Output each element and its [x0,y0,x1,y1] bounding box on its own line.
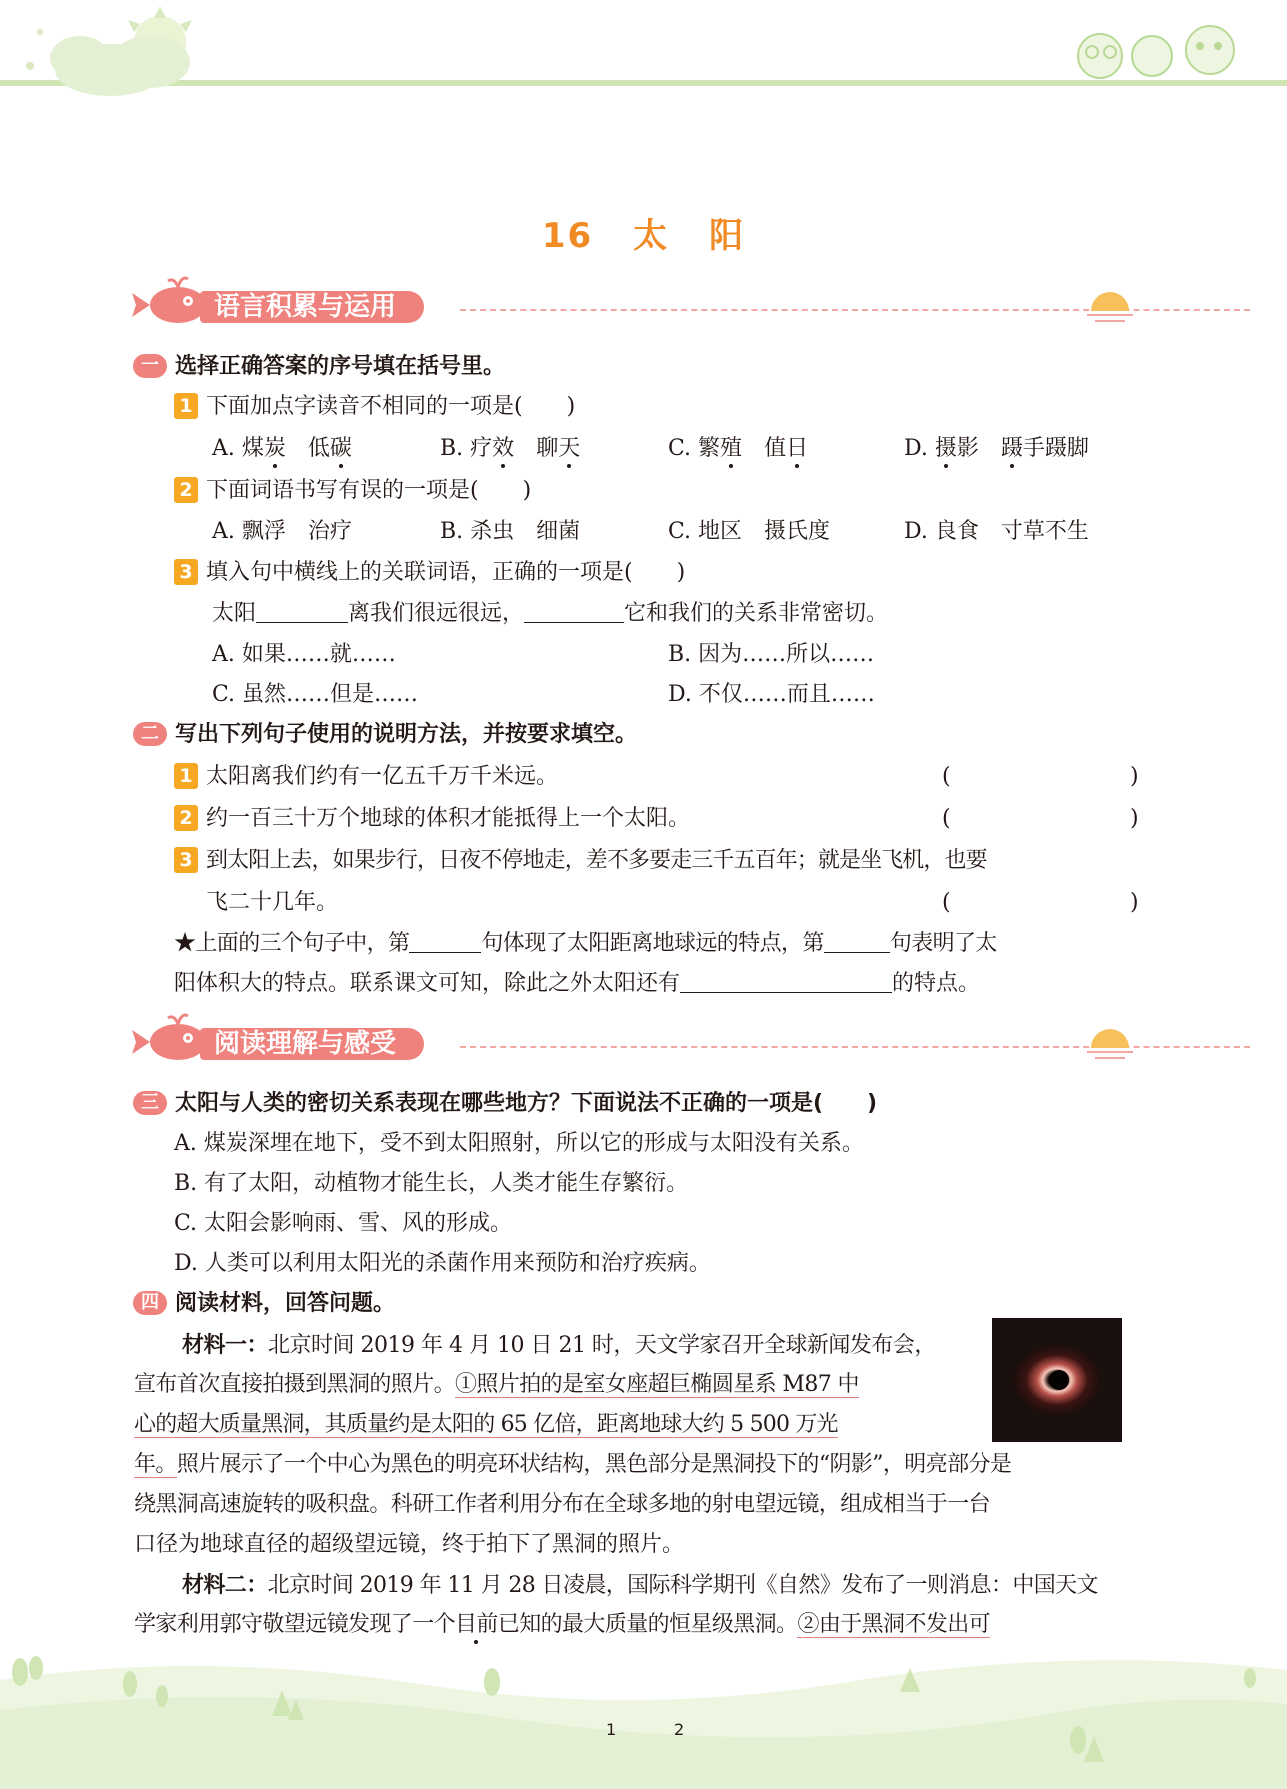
question-3-heading: 三 太阳与人类的密切关系表现在哪些地方？下面说法不正确的一项是( ) [133,1089,877,1119]
item-number: 1 [174,763,198,789]
lesson-title: 16 太 阳 [541,216,746,256]
item-number: 3 [174,847,198,873]
section-title-2: 阅读理解与感受 [200,1028,424,1060]
q1-item-2: 2 下面词语书写有误的一项是( ) [174,476,531,506]
animal-faces-icon [1078,26,1234,78]
answer-paren-right: ) [1130,890,1139,915]
material-1-line-5: 绕黑洞高速旋转的吸积盘。科研工作者利用分布在全球多地的射电望远镜，组成相当于一台 [134,1492,991,1517]
sunset-icon [1085,1022,1135,1062]
fill-blank[interactable] [256,600,348,623]
q3-option-d[interactable]: D. 人类可以利用太阳光的杀菌作用来预防和治疗疾病。 [174,1251,711,1276]
option-c[interactable]: C. 虽然……但是…… [212,682,419,707]
section-banner-1 [130,287,1150,327]
material-1-line-3: 心的超大质量黑洞，其质量约是太阳的 65 亿倍，距离地球大约 5 500 万光 [134,1412,838,1437]
q1-item-3: 3 填入句中横线上的关联词语，正确的一项是( ) [174,558,685,588]
answer-paren-left: ( [942,764,951,789]
material-1-line-4: 年。照片展示了一个中心为黑色的明亮环状结构，黑色部分是黑洞投下的“阴影”，明亮部分是 [134,1452,1012,1477]
item-number: 1 [174,393,198,419]
q3-option-b[interactable]: B. 有了太阳，动植物才能生长，人类才能生存繁衍。 [174,1171,689,1196]
fill-blank[interactable] [409,930,481,953]
material-1-line-1: 材料一：北京时间 2019 年 4 月 10 日 21 时，天文学家召开全球新闻发布会， [182,1332,936,1358]
material-1-line-6: 口径为地球直径的超级望远镜，终于拍下了黑洞的照片。 [134,1532,685,1557]
option-b[interactable]: B. 杀虫 细菌 [440,519,581,544]
whale-icon [130,275,210,327]
cloud-icon [50,36,190,96]
option-d[interactable]: D. 良食 寸草不生 [904,519,1089,544]
option-b[interactable]: B. 因为……所以…… [668,642,875,667]
question-4-heading: 四 阅读材料，回答问题。 [133,1289,395,1319]
fill-blank[interactable] [680,970,892,993]
answer-paren-right: ) [1130,764,1139,789]
fill-blank[interactable] [524,600,624,623]
option-a[interactable]: A. 煤炭 低碳 [212,436,352,461]
answer-paren-right: ) [1130,806,1139,831]
q2-item-2: 2 约一百三十万个地球的体积才能抵得上一个太阳。 ( ) [174,804,1142,834]
q1-item-1: 1 下面加点字读音不相同的一项是( ) [174,392,575,422]
option-a[interactable]: A. 飘浮 治疗 [212,519,352,544]
q2-item-1: 1 太阳离我们约有一亿五千万千米远。 ( ) [174,762,1142,792]
page-number-left: 1 [606,1720,617,1739]
answer-paren-left: ( [942,890,951,915]
material-1-line-2: 宣布首次直接拍摄到黑洞的照片。①照片拍的是室女座超巨椭圆星系 M87 中 [134,1372,859,1397]
q2-item-3-cont: 飞二十几年。 ( ) [206,888,1142,918]
material-2-line-2: 学家利用郭守敬望远镜发现了一个目前已知的最大质量的恒星级黑洞。②由于黑洞不发出可 [134,1612,991,1637]
question-number-badge: 三 [133,1091,167,1115]
option-c[interactable]: C. 地区 摄氏度 [668,519,831,544]
question-number-badge: 四 [133,1291,167,1315]
question-1-heading: 一 选择正确答案的序号填在括号里。 [133,352,505,382]
option-d[interactable]: D. 摄影 蹑手蹑脚 [904,436,1089,461]
q2-star-line-1: ★上面的三个句子中，第 句体现了太阳距离地球远的特点，第 句表明了太 [174,931,997,956]
section-banner-2 [130,1024,1150,1064]
question-number-badge: 二 [133,722,167,746]
option-d[interactable]: D. 不仅……而且…… [668,682,875,707]
page-number-right: 2 [674,1720,685,1739]
whale-icon [130,1012,210,1064]
q2-item-3: 3 到太阳上去，如果步行，日夜不停地走，差不多要走三千五百年；就是坐飞机，也要 [174,846,987,876]
material-2-line-1: 材料二：北京时间 2019 年 11 月 28 日凌晨，国际科学期刊《自然》发布了一则消息：中国天文 [182,1572,1098,1598]
option-a[interactable]: A. 如果……就…… [212,642,396,667]
sunset-icon [1085,285,1135,325]
q3-option-c[interactable]: C. 太阳会影响雨、雪、风的形成。 [174,1211,513,1236]
footer-landscape [0,1640,1287,1789]
header-decoration [0,0,1287,110]
q3-option-a[interactable]: A. 煤炭深埋在地下，受不到太阳照射，所以它的形成与太阳没有关系。 [174,1131,864,1156]
q2-star-line-2: 阳体积大的特点。联系课文可知，除此之外太阳还有 的特点。 [174,971,981,996]
item-number: 2 [174,477,198,503]
answer-paren-left: ( [942,806,951,831]
option-b[interactable]: B. 疗效 聊天 [440,436,581,461]
section-title-1: 语言积累与运用 [200,291,424,323]
q1-item-3-sentence: 太阳 离我们很远很远， 它和我们的关系非常密切。 [212,601,889,626]
question-number-badge: 一 [133,354,167,378]
black-hole-photo [992,1318,1122,1442]
item-number: 3 [174,559,198,585]
item-number: 2 [174,805,198,831]
question-2-heading: 二 写出下列句子使用的说明方法，并按要求填空。 [133,720,637,750]
fill-blank[interactable] [824,930,890,953]
option-c[interactable]: C. 繁殖 值日 [668,436,809,461]
